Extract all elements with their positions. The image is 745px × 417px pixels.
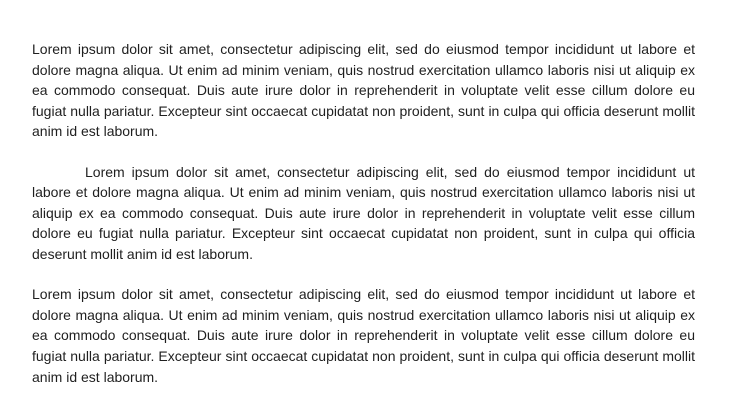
paragraph-3: Lorem ipsum dolor sit amet, consectetur adipiscing elit, sed do eiusmod tempor incididunt ut labore et dolore magna aliqua. Ut enim ad minim veniam, quis nostrud exercitation ullamco laboris nisi ut aliquip ex ea commodo consequat. Duis aute irure dolor in reprehenderit in voluptate velit esse cillum dolore eu fugiat nulla pariatur. Excepteur sint occaecat cupidatat non proident, sunt in culpa qui officia deserunt mollit anim id est laborum. [32, 286, 695, 385]
paragraph-1: Lorem ipsum dolor sit amet, consectetur adipiscing elit, sed do eiusmod tempor incididunt ut labore et dolore magna aliqua. Ut enim ad minim veniam, quis nostrud exercitation ullamco laboris nisi ut aliquip ex ea commodo consequat. Duis aute irure dolor in reprehenderit in voluptate velit esse cillum dolore eu fugiat nulla pariatur. Excepteur sint occaecat cupidatat non proident, sunt in culpa qui officia deserunt mollit anim id est laborum. [32, 41, 695, 140]
document-page [32, 39, 695, 387]
paragraph-2-indented: Lorem ipsum dolor sit amet, consectetur adipiscing elit, sed do eiusmod tempor incididunt ut labore et dolore magna aliqua. Ut enim ad minim veniam, quis nostrud exercitation ullamco laboris nisi ut aliquip ex ea commodo consequat. Duis aute irure dolor in reprehenderit in voluptate velit esse cillum dolore eu fugiat nulla pariatur. Excepteur sint occaecat cupidatat non proident, sunt in culpa qui officia deserunt mollit anim id est laborum. [32, 163, 695, 262]
